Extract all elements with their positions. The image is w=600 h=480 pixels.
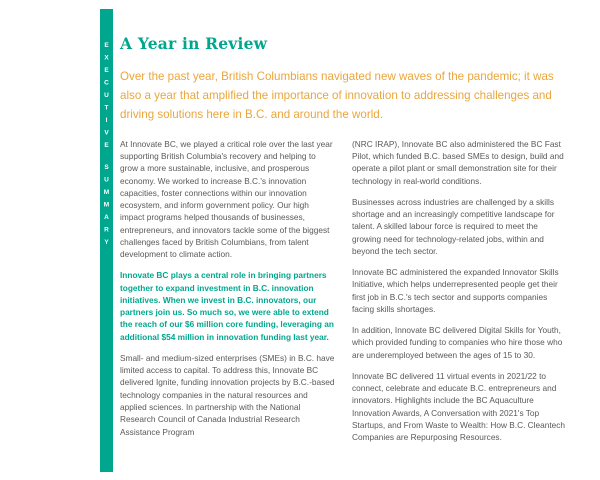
- left-column: [120, 138, 335, 453]
- left-paragraph-3: Small- and medium-sized enterprises (SMEs) in B.C. have limited access to capital. To address this, Innovate BC delivered Ignite, funding innovation projects by B.C.-based technology companies in the natural resources and applied sciences. In partnership with the National Research Council of Canada Industrial Research Assistance Program: [120, 352, 335, 437]
- right-paragraph-4: In addition, Innovate BC delivered Digital Skills for Youth, which provided funding to companies who hire those who are underemployed between the ages of 15 to 30.: [352, 325, 563, 360]
- main-content: [120, 34, 567, 453]
- sidebar-word-executive: EXECUTIVE: [103, 42, 110, 155]
- executive-summary-sidebar: [100, 9, 113, 472]
- intro-paragraph: Over the past year, British Columbians navigated new waves of the pandemic; it was also a year that amplified the importance of innovation to addressing challenges and driving solutions here in B.C. and around the world.: [120, 70, 554, 122]
- right-paragraph-3: Innovate BC administered the expanded Innovator Skills Initiative, which helps underrepresented people get their first job in B.C.'s tech sector and supports companies facing skills shortages.: [352, 267, 559, 314]
- page-title: A Year in Review: [120, 34, 268, 53]
- right-paragraph-2: Businesses across industries are challenged by a skills shortage and an increasingly competitive landscape for talent. A skilled labour force is required to meet the growing need for technology-related jobs, within and beyond the tech sector.: [352, 196, 555, 256]
- right-paragraph-1: (NRC IRAP), Innovate BC also administered the BC Fast Pilot, which funded B.C. based SMEs to design, build and operate a pilot plant or small demonstration site for their technology in real-world conditions.: [352, 138, 564, 186]
- left-paragraph-1: At Innovate BC, we played a critical role over the last year supporting British Columbia's recovery and helping to grow a more sustainable, inclusive, and prosperous economy. We worked to increase B.C.'s innovation capacities, foster connections within our innovation ecosystem, and inform government policy. Our high impact programs helped thousands of businesses, entrepreneurs, and innovators tackle some of the biggest challenges faced by British Columbians, from talent development to climate action.: [120, 138, 333, 260]
- sidebar-word-summary: SUMMARY: [103, 163, 110, 251]
- two-column-body: [120, 138, 567, 453]
- right-paragraph-5: Innovate BC delivered 11 virtual events in 2021/22 to connect, celebrate and educate B.C. entrepreneurs and innovators. Highlights include the BC Aquaculture Innovation Awards, A Conversation with 2021's Top Startups, and From Waste to Wealth: How B.C. Cleantech Companies are Repurposing Resources.: [352, 370, 566, 443]
- right-column: [352, 138, 567, 453]
- highlight-paragraph: Innovate BC plays a central role in bringing partners together to expand investment in B.C. innovation initiatives. When we invest in B.C. innovators, our partners join us. So much so, we were able to extend the reach of our $6 million core funding, leveraging an additional $54 million in innovation funding last year.: [120, 270, 334, 342]
